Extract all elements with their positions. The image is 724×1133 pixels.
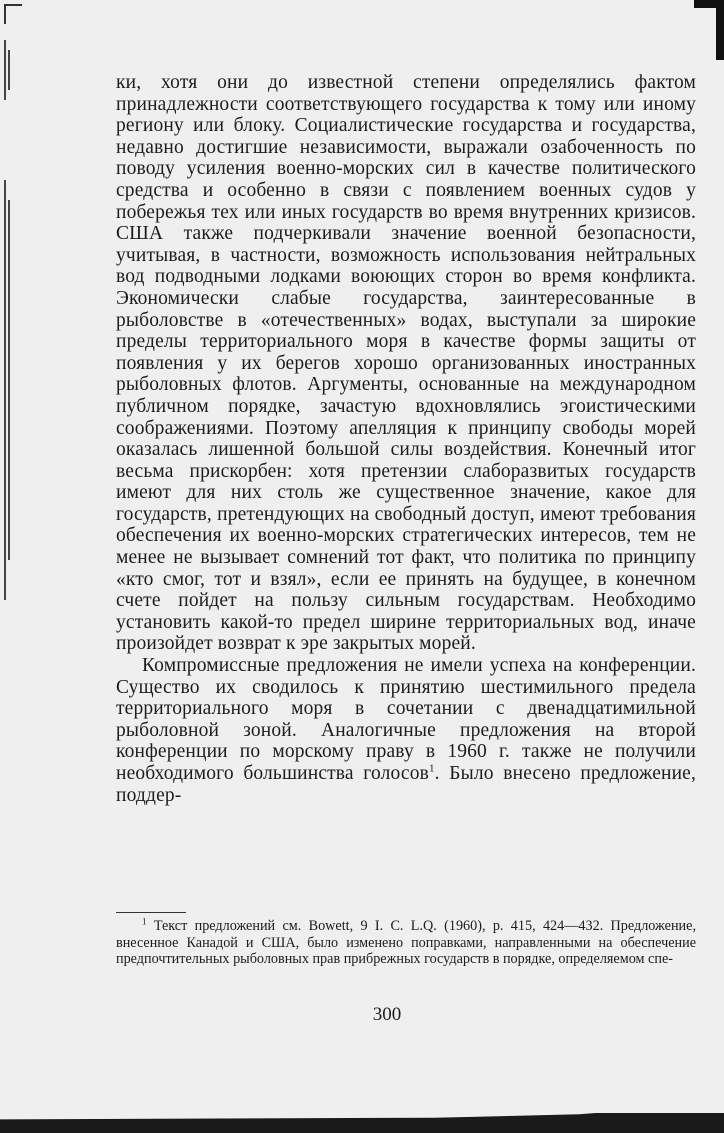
footnote — [116, 918, 696, 968]
scan-corner-mark — [4, 4, 22, 24]
footnote-reference: 1 — [428, 762, 435, 775]
body-paragraph-2 — [116, 655, 696, 806]
scan-bottom-shadow — [0, 1099, 724, 1133]
footnote-mark: 1 — [142, 916, 147, 927]
body-paragraph-2-tail: . Было внесено предложение, поддер- — [116, 763, 697, 806]
footnote-text: Текст предложений см. Bowett, 9 I. C. L.Q. (1960), p. 415, 424—432. Предложение, внесенное Канадой и США, было изменено поправками, направленными на обеспечение предпочтительных рыболовных прав прибрежных государств в порядке, определяемом спе- — [116, 918, 696, 968]
main-text — [116, 72, 696, 806]
body-paragraph-2-text: Компромиссные предложения не имели успеха на конференции. Существо их сводилось к принятию шестимильного предела территориального моря в сочетании с двенадцатимильной рыболовной зоной. Аналогичные предложения на второй конференции по морскому праву в 1960 г. также не получили необходимого большинства голосов — [116, 655, 696, 784]
scan-edge-shadow — [694, 0, 724, 60]
scan-binding-marks — [4, 40, 14, 600]
body-paragraph-1: ки, хотя они до известной степени определялись фактом принадлежности соответствующего государства к тому или иному региону или блоку. Социалистические государства и государства, недавно достигшие независимости, выражали озабоченность по поводу усиления военно-морских сил в качестве политического средства и особенно в связи с появлением военных судов у побережья тех или иных государств во время внутренних кризисов. США также подчеркивали значение военной безопасности, учитывая, в частности, возможность использования нейтральных вод подводными лодками воюющих сторон во время конфликта. Экономически слабые государства, заинтересованные в рыболовстве в «отечественных» водах, выступали за широкие пределы территориального моря в качестве формы защиты от появления у их берегов хорошо организованных иностранных рыболовных флотов. Аргументы, основанные на международном публичном порядке, зачастую вдохновлялись эгоистическими соображениями. Поэтому апелляция к принципу свободы морей оказалась лишенной большой силы воздействия. Конечный итог весьма прискорбен: хотя претензии слаборазвитых государств имеют для них столь же существенное значение, какое для государств, претендующих на свободный доступ, имеют требования обеспечения их военно-морских стратегических интересов, тем не менее не вызывает сомнений тот факт, что политика по принципу «кто смог, тот и взял», если ее принять на будущее, в конечном счете пойдет на пользу сильным государствам. Необходимо установить какой-то предел ширине территориальных вод, иначе произойдет возврат к эре закрытых морей. — [116, 72, 696, 655]
footnote-divider — [116, 912, 186, 913]
page-number: 300 — [372, 1004, 402, 1025]
